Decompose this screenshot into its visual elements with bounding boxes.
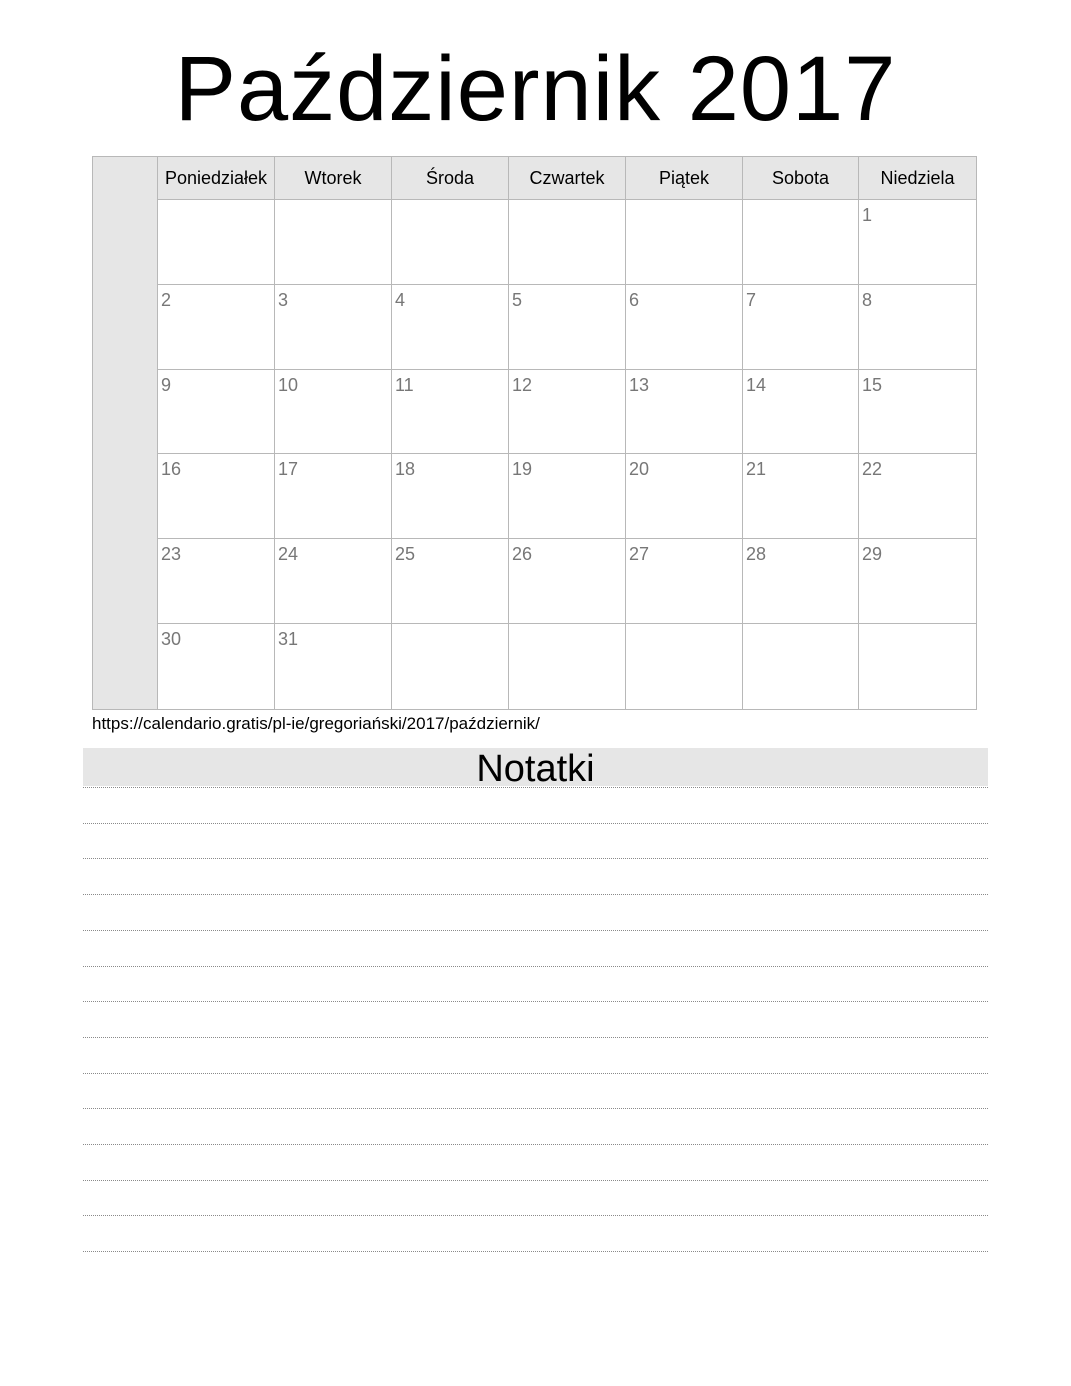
day-number: 3 — [278, 289, 289, 310]
day-cell[interactable] — [392, 539, 509, 624]
day-number: 10 — [278, 374, 299, 395]
day-cell[interactable] — [626, 370, 743, 455]
day-number: 21 — [746, 459, 767, 480]
note-line[interactable] — [83, 1180, 988, 1181]
day-number: 26 — [512, 544, 533, 565]
note-line[interactable] — [83, 787, 988, 788]
day-cell[interactable] — [626, 200, 743, 285]
day-number: 5 — [512, 289, 523, 310]
day-cell[interactable] — [158, 370, 275, 455]
note-line[interactable] — [83, 1108, 988, 1109]
day-cell[interactable] — [509, 539, 626, 624]
day-number: 6 — [629, 289, 640, 310]
weekday-header: Środa — [392, 157, 509, 200]
note-line[interactable] — [83, 1144, 988, 1145]
day-cell[interactable] — [859, 370, 976, 455]
calendar-grid — [92, 156, 977, 710]
day-number: 9 — [161, 374, 172, 395]
day-cell[interactable] — [392, 200, 509, 285]
day-number: 20 — [629, 459, 650, 480]
day-number: 25 — [395, 544, 416, 565]
note-line[interactable] — [83, 1037, 988, 1038]
weekday-header: Czwartek — [509, 157, 626, 200]
day-cell[interactable] — [743, 624, 859, 709]
day-cell[interactable] — [392, 285, 509, 370]
day-number: 13 — [629, 374, 650, 395]
day-cell[interactable] — [509, 454, 626, 539]
day-cell[interactable] — [275, 454, 392, 539]
day-cell[interactable] — [509, 624, 626, 709]
day-cell[interactable] — [158, 539, 275, 624]
day-cell[interactable] — [626, 285, 743, 370]
day-cell[interactable] — [275, 285, 392, 370]
day-cell[interactable] — [158, 200, 275, 285]
day-number: 27 — [629, 544, 650, 565]
note-line[interactable] — [83, 1251, 988, 1252]
day-cell[interactable] — [158, 454, 275, 539]
day-number: 12 — [512, 374, 533, 395]
day-cell[interactable] — [275, 539, 392, 624]
weekday-header: Sobota — [743, 157, 859, 200]
day-cell[interactable] — [275, 624, 392, 709]
weekday-header: Poniedziałek — [158, 157, 275, 200]
day-cell[interactable] — [859, 624, 976, 709]
day-cell[interactable] — [392, 454, 509, 539]
day-number: 23 — [161, 544, 182, 565]
day-cell[interactable] — [392, 370, 509, 455]
day-number: 28 — [746, 544, 767, 565]
day-number: 4 — [395, 289, 406, 310]
day-cell[interactable] — [743, 370, 859, 455]
note-line[interactable] — [83, 894, 988, 895]
day-number: 11 — [395, 374, 414, 395]
day-number: 16 — [161, 459, 182, 480]
day-number: 22 — [862, 459, 883, 480]
day-number: 15 — [862, 374, 883, 395]
day-cell[interactable] — [859, 539, 976, 624]
note-line[interactable] — [83, 966, 988, 967]
day-cell[interactable] — [158, 285, 275, 370]
weekday-header: Piątek — [626, 157, 743, 200]
day-cell[interactable] — [626, 539, 743, 624]
day-number: 2 — [161, 289, 172, 310]
day-cell[interactable] — [859, 285, 976, 370]
day-cell[interactable] — [743, 539, 859, 624]
day-cell[interactable] — [626, 454, 743, 539]
weekday-header: Niedziela — [859, 157, 976, 200]
day-cell[interactable] — [392, 624, 509, 709]
day-cell[interactable] — [743, 454, 859, 539]
day-cell[interactable] — [859, 454, 976, 539]
day-number: 19 — [512, 459, 533, 480]
page-title: Październik 2017 — [174, 38, 897, 140]
day-number: 29 — [862, 544, 883, 565]
day-number: 14 — [746, 374, 767, 395]
note-line[interactable] — [83, 930, 988, 931]
notes-title: Notatki — [83, 748, 988, 786]
day-cell[interactable] — [626, 624, 743, 709]
day-cell[interactable] — [275, 370, 392, 455]
day-number: 17 — [278, 459, 299, 480]
note-line[interactable] — [83, 1215, 988, 1216]
day-cell[interactable] — [743, 200, 859, 285]
source-url[interactable]: https://calendario.gratis/pl-ie/gregoriański/2017/październik/ — [92, 714, 540, 733]
day-number: 31 — [278, 629, 299, 650]
day-cell[interactable] — [509, 200, 626, 285]
day-cell[interactable] — [158, 624, 275, 709]
weekday-header: Wtorek — [275, 157, 392, 200]
note-line[interactable] — [83, 823, 988, 824]
day-number: 18 — [395, 459, 416, 480]
note-line[interactable] — [83, 858, 988, 859]
day-cell[interactable] — [743, 285, 859, 370]
day-number: 8 — [862, 289, 873, 310]
day-number: 7 — [746, 289, 757, 310]
day-cell[interactable] — [509, 285, 626, 370]
day-number: 24 — [278, 544, 299, 565]
day-cell[interactable] — [509, 370, 626, 455]
day-cell[interactable] — [275, 200, 392, 285]
day-number: 30 — [161, 629, 182, 650]
week-label-column — [93, 157, 158, 709]
day-cell[interactable] — [859, 200, 976, 285]
day-number: 1 — [862, 205, 873, 225]
calendar-month — [158, 157, 976, 709]
note-line[interactable] — [83, 1073, 988, 1074]
note-line[interactable] — [83, 1001, 988, 1002]
